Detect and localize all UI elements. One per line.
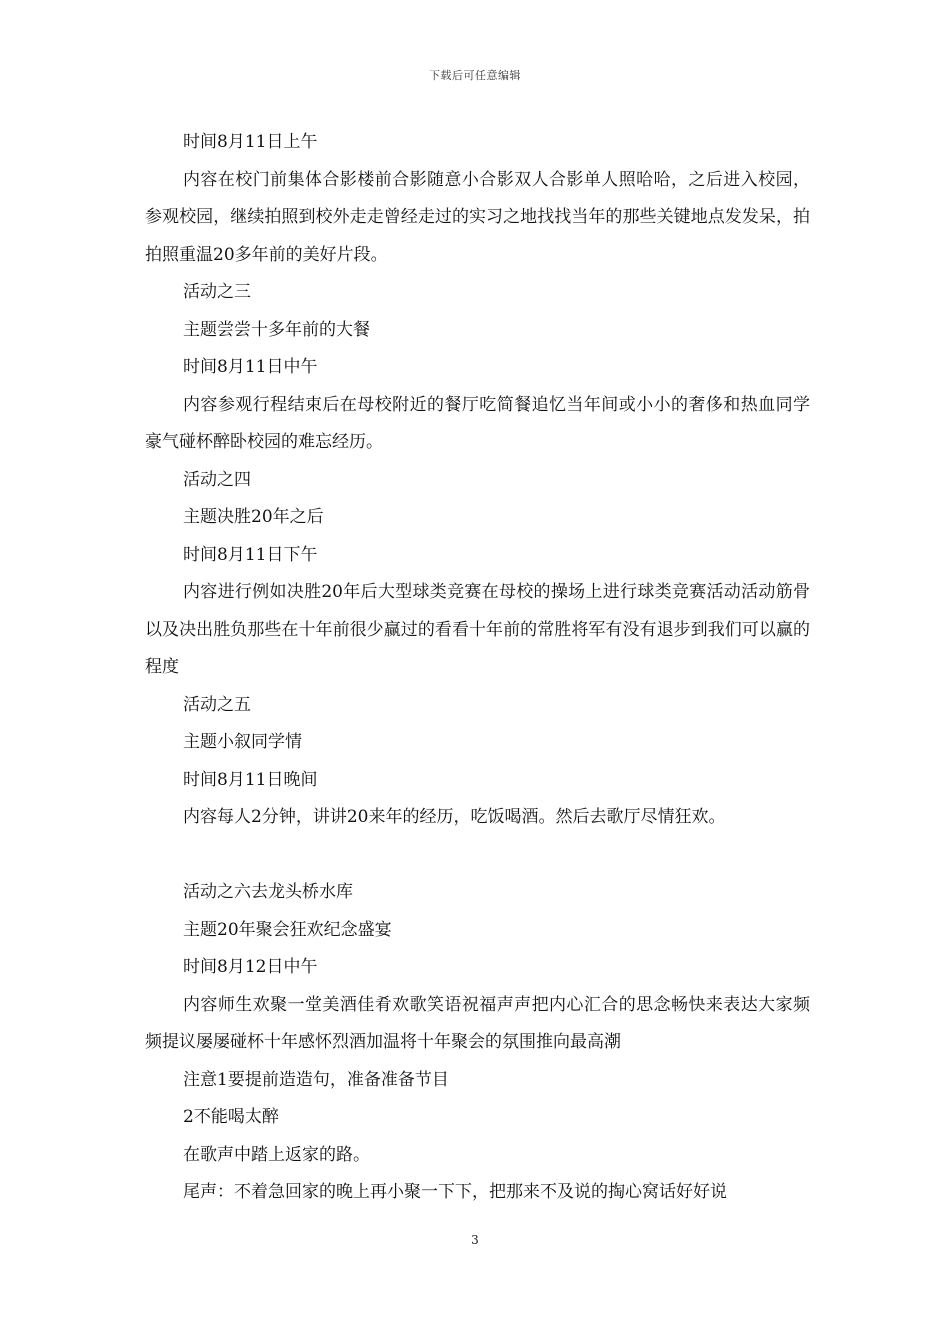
paragraph-content-meal: 内容参观行程结束后在母校附近的餐厅吃简餐追忆当年间或小小的奢侈和热血同学豪气碰杯醉卧校园的难忘经历。 xyxy=(145,394,810,452)
paragraph-theme-3: 主题尝尝十多年前的大餐 xyxy=(183,319,370,340)
paragraph-activity-3: 活动之三 xyxy=(183,282,251,302)
paragraph-return-home: 在歌声中踏上返家的路。 xyxy=(183,1144,370,1165)
paragraph-activity-4: 活动之四 xyxy=(183,469,251,490)
paragraph-content-photos: 内容在校门前集体合影楼前合影随意小合影双人合影单人照哈哈，之后进入校园，参观校园，继续拍照到校外走走曾经走过的实习之地找找当年的那些关键地点发发呆，拍拍照重温20多年前的美好片段。 xyxy=(145,169,810,265)
paragraph-activity-5: 活动之五 xyxy=(183,694,251,715)
paragraph-time-aug11-evening: 时间8月11日晚间 xyxy=(183,769,318,790)
paragraph-content-banquet: 内容师生欢聚一堂美酒佳肴欢歌笑语祝福声声把内心汇合的思念畅快来表达大家频频提议屡屡碰杯十年感怀烈酒加温将十年聚会的氛围推向最高潮 xyxy=(145,994,810,1052)
paragraph-epilogue: 尾声：不着急回家的晚上再小聚一下下，把那来不及说的掏心窝话好好说 xyxy=(183,1182,727,1202)
paragraph-spacer xyxy=(145,837,810,875)
paragraph-time-aug11-morning: 时间8月11日上午 xyxy=(183,132,318,152)
page-header: 下载后可任意编辑 xyxy=(429,69,521,82)
paragraph-note-2: 2不能喝太醉 xyxy=(183,1107,279,1127)
paragraph-note-1: 注意1要提前造造句，准备准备节目 xyxy=(183,1069,449,1090)
paragraph-time-aug11-noon: 时间8月11日中午 xyxy=(183,357,318,377)
paragraph-theme-4: 主题决胜20年之后 xyxy=(183,507,324,527)
paragraph-theme-5: 主题小叙同学情 xyxy=(183,732,302,752)
paragraph-content-sharing: 内容每人2分钟，讲讲20来年的经历，吃饭喝酒。然后去歌厅尽情狂欢。 xyxy=(183,807,726,827)
paragraph-activity-6: 活动之六去龙头桥水库 xyxy=(183,882,353,902)
paragraph-time-aug12-noon: 时间8月12日中午 xyxy=(183,957,318,977)
page-number: 3 xyxy=(471,1233,479,1247)
paragraph-theme-6: 主题20年聚会狂欢纪念盛宴 xyxy=(183,919,392,940)
paragraph-time-aug11-afternoon: 时间8月11日下午 xyxy=(183,544,318,565)
paragraph-content-sports: 内容进行例如决胜20年后大型球类竞赛在母校的操场上进行球类竞赛活动活动筋骨以及决出胜负那些在十年前很少赢过的看看十年前的常胜将军有没有退步到我们可以赢的程度 xyxy=(145,582,810,677)
document-body xyxy=(145,124,810,1212)
